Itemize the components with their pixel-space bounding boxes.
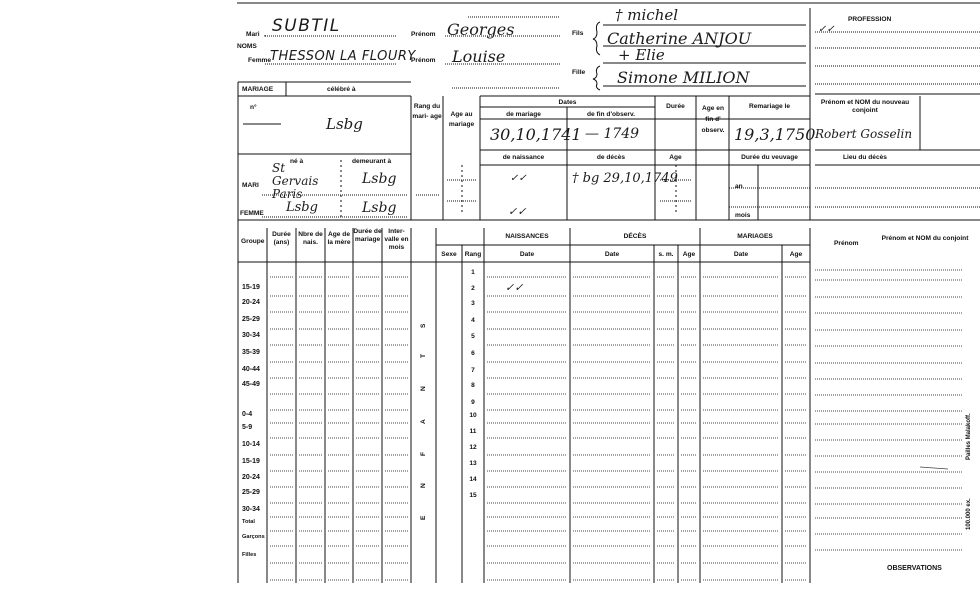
mariage-date-header: Date — [733, 251, 749, 258]
profession-mark: ✓✓ — [818, 24, 835, 35]
fille-name: Simone MILION — [617, 68, 750, 87]
rang-number: 3 — [471, 300, 475, 307]
groupe-label: 10-14 — [242, 441, 260, 448]
rang-number: 12 — [469, 444, 477, 451]
mari-residence: Lsbg — [362, 171, 397, 187]
mari-prenom-label: Prénom — [411, 31, 436, 38]
mari-surname: SUBTIL — [272, 16, 341, 36]
deces-header: DÉCÈS — [623, 233, 647, 240]
rang-number: 5 — [471, 333, 475, 340]
nbre-nais-header: Nbre de nais. — [298, 231, 323, 246]
copies-imprint: 100.000 ex. — [966, 498, 972, 530]
an-label: an — [735, 183, 743, 190]
groupe-label: 15-19 — [242, 458, 260, 465]
age-mere-header: Age de la mère — [327, 231, 351, 246]
fils-line-3: + Elie — [618, 46, 665, 64]
date-remariage: 19,3,1750 — [734, 125, 816, 144]
age-fin-observ-label: Age en fin d' observ. — [701, 105, 725, 134]
mariage-age-header: Age — [789, 251, 803, 258]
groupe-label: 30-34 — [242, 506, 260, 513]
naissances-header: NAISSANCES — [505, 233, 549, 240]
rang-number: 4 — [471, 317, 475, 324]
femme-first-name: Louise — [452, 47, 506, 66]
enfants-letter: A — [420, 419, 427, 424]
groupe-label: Filles — [242, 552, 257, 558]
fille-label: Fille — [572, 69, 586, 76]
de-mariage-label: de mariage — [506, 111, 541, 118]
rang-number: 7 — [471, 367, 475, 374]
enfants-letter: N — [420, 483, 427, 488]
enfants-letter: S — [420, 323, 427, 328]
fils-label: Fils — [572, 30, 584, 37]
mariage-title: MARIAGE — [242, 86, 274, 93]
rang-number: 8 — [471, 382, 475, 389]
sexe-header: Sexe — [441, 251, 457, 258]
lieu-deces-label: Lieu du décès — [843, 154, 887, 161]
duree-label: Durée — [666, 103, 685, 110]
groupe-label: 25-29 — [242, 489, 260, 496]
duree-veuvage-label: Durée du veuvage — [741, 154, 798, 161]
rang-number: 11 — [469, 428, 477, 435]
mari-naissance-mark: ✓✓ — [510, 173, 527, 184]
de-naissance-label: de naissance — [502, 154, 545, 161]
duree-mariage-header: Durée de mariage — [353, 228, 382, 243]
naissance-date-header: Date — [519, 251, 535, 258]
age-au-mariage-label: Age au mariage — [448, 111, 475, 128]
rang-number: 1 — [471, 269, 475, 276]
celebre-label: célébré à — [327, 86, 356, 93]
enfants-letter: T — [420, 353, 427, 358]
femme-prenom-label: Prénom — [411, 57, 436, 64]
dates-label: Dates — [558, 99, 577, 106]
groupe-label: 20-24 — [242, 474, 260, 481]
groupe-label: 40-44 — [242, 366, 260, 373]
fils-line-2: Catherine ANJOU — [607, 29, 752, 48]
fin-observ-label: de fin d'observ. — [587, 111, 635, 118]
enfants-letter: F — [420, 451, 427, 456]
nouveau-conjoint-label: Prénom et NOM du nouveau conjoint — [820, 99, 910, 114]
date-de-mariage: 30,10,1741 — [490, 125, 582, 144]
fils-line-1: † michel — [615, 6, 679, 24]
observations-label: OBSERVATIONS — [887, 565, 942, 572]
printer-imprint: Pailles Malakoff. — [966, 413, 972, 460]
rang-number: 9 — [471, 399, 475, 406]
intervalle-header: Inter- valle en mois — [384, 228, 409, 251]
ne-label: né à — [290, 158, 304, 165]
femme-label: Femme — [248, 57, 272, 64]
femme-birthplace: Lsbg — [286, 200, 318, 215]
groupe-label: 35-39 — [242, 349, 260, 356]
rang-number: 6 — [471, 350, 475, 357]
date-fin-observation: — 1749 — [585, 126, 640, 142]
deces-date-header: Date — [604, 251, 620, 258]
mariages-header: MARIAGES — [737, 233, 773, 240]
rang-mariage-label: Rang du mari- age — [412, 103, 442, 120]
deces-age-header: Age — [682, 251, 696, 258]
groupe-label: 15-19 — [242, 284, 260, 291]
age-col-label: Age — [669, 154, 682, 161]
groupe-label: Garçons — [242, 534, 265, 540]
mari-deces-date: † bg 29,10,1749 — [572, 171, 678, 186]
duree-ans-header: Durée (ans) — [272, 231, 291, 246]
femme-naissance-mark: ✓✓ — [508, 205, 527, 218]
rang-number: 13 — [469, 460, 477, 467]
row-2-naissance-mark: ✓✓ — [505, 281, 524, 294]
noms-label: NOMS — [237, 43, 257, 50]
de-deces-label: de décès — [596, 154, 626, 161]
remariage-label: Remariage le — [748, 103, 791, 110]
mari-first-name: Georges — [447, 20, 515, 39]
celebre-value: Lsbg — [326, 115, 363, 133]
femme-row-label: FEMME — [240, 210, 264, 217]
enfants-letter: N — [420, 386, 427, 391]
rang-number: 10 — [469, 412, 477, 419]
comma-mark: , — [264, 31, 266, 38]
groupe-label: 0-4 — [242, 411, 253, 418]
numero-label: n° — [250, 104, 257, 111]
groupe-label: 5-9 — [242, 424, 253, 431]
groupe-label: 30-34 — [242, 332, 260, 339]
groupe-label: 45-49 — [242, 381, 260, 388]
demeurant-label: demeurant à — [352, 158, 392, 165]
rang-number: 15 — [469, 492, 477, 499]
mois-label: mois — [735, 212, 751, 219]
prenom-header: Prénom — [834, 240, 859, 247]
femme-residence: Lsbg — [362, 200, 397, 216]
enfants-letter: E — [420, 515, 427, 520]
profession-label: PROFESSION — [848, 16, 892, 23]
rang-number: 14 — [469, 476, 477, 483]
rang-number: 2 — [471, 285, 475, 292]
sm-header: s. m. — [658, 251, 674, 258]
femme-surname: THESSON LA FLOURY — [270, 49, 416, 64]
mari-row-label: MARI — [242, 182, 259, 189]
groupe-label: 20-24 — [242, 299, 260, 306]
groupe-label: 25-29 — [242, 316, 260, 323]
groupe-label: Total — [242, 519, 255, 525]
rang-header: Rang — [464, 251, 482, 258]
mari-birthplace: St Gervais Paris — [272, 161, 319, 201]
groupe-header: Groupe — [241, 238, 265, 245]
nouveau-conjoint-name: Robert Gosselin — [815, 127, 913, 141]
mari-label: Mari — [246, 31, 260, 38]
conjoint-header: Prénom et NOM du conjoint — [881, 235, 969, 242]
